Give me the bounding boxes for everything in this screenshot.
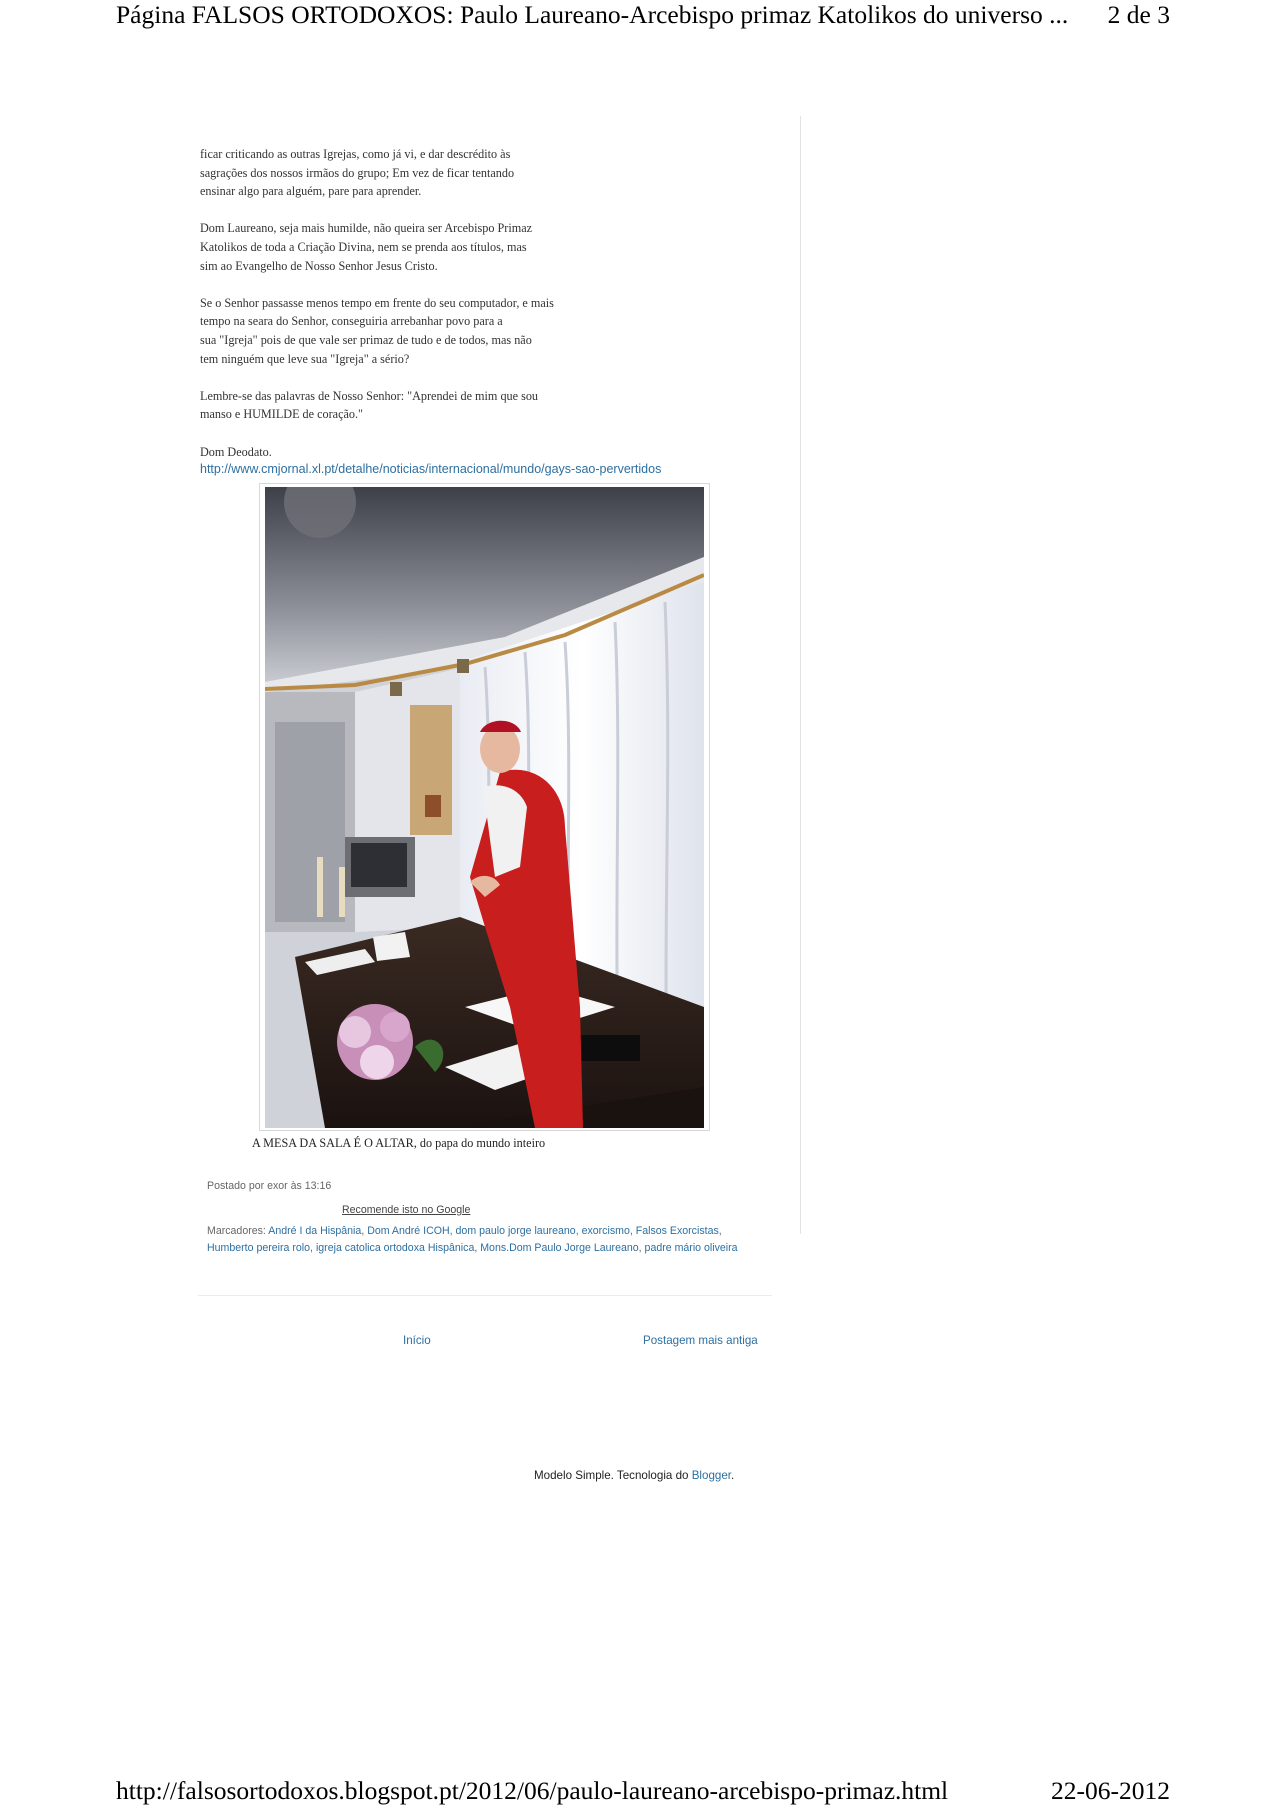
print-page-number: 2 de 3 (1107, 0, 1170, 29)
post-line: Se o Senhor passasse menos tempo em frente do seu computador, e mais (200, 295, 554, 310)
label-link[interactable]: igreja catolica ortodoxa Hispânica (315, 1242, 475, 1254)
print-header-title: Página FALSOS ORTODOXOS: Paulo Laureano-Arcebispo primaz Katolikos do universo ... (116, 0, 1069, 29)
label-link[interactable]: padre mário oliveira (644, 1242, 738, 1254)
column-divider (800, 116, 801, 1234)
post-signature (200, 443, 670, 462)
post-paragraph (200, 387, 670, 424)
post-line: Lembre-se das palavras de Nosso Senhor: "Aprendei de mim que sou (200, 388, 539, 403)
recommend-on-google-link[interactable]: Recomende isto no Google (342, 1204, 471, 1216)
older-post-link[interactable]: Postagem mais antiga (643, 1334, 758, 1347)
print-footer (116, 1776, 1170, 1812)
post-paragraph (200, 145, 670, 201)
post-line: Dom Deodato. (200, 444, 272, 459)
post-line: Dom Laureano, seja mais humilde, não queira ser Arcebispo Primaz (200, 221, 533, 236)
labels-prefix: Marcadores: (207, 1225, 266, 1237)
post-footer-posted: Postado por exor às 13:16 (207, 1180, 332, 1192)
label-link[interactable]: André I da Hispânia (268, 1225, 362, 1237)
post-body (200, 145, 670, 480)
attribution-text: Modelo Simple. Tecnologia do (534, 1469, 689, 1482)
photo-man-in-red-vestments-at-table (265, 487, 704, 1128)
print-footer-date: 22-06-2012 (1051, 1776, 1170, 1805)
post-line: manso e HUMILDE de coração." (200, 407, 364, 422)
print-header (116, 0, 1170, 36)
post-line: Katolikos de toda a Criação Divina, nem se prenda aos títulos, mas (200, 239, 527, 254)
photo-caption: A MESA DA SALA É O ALTAR, do papa do mundo inteiro (252, 1136, 546, 1150)
blog-attribution (534, 1469, 734, 1482)
post-line: tem ninguém que leve sua "Igreja" a sério? (200, 351, 410, 366)
article-link[interactable]: http://www.cmjornal.xl.pt/detalhe/noticias/internacional/mundo/gays-sao-pervertidos (200, 462, 662, 476)
blogger-link[interactable]: Blogger (691, 1469, 732, 1482)
post-photo[interactable] (259, 483, 710, 1131)
post-line: sim ao Evangelho de Nosso Senhor Jesus Cristo. (200, 258, 438, 273)
label-link[interactable]: Humberto pereira rolo (207, 1242, 311, 1254)
post-paragraph (200, 219, 670, 275)
label-link[interactable]: Falsos Exorcistas (635, 1225, 719, 1237)
post-line: ensinar algo para alguém, pare para aprender. (200, 184, 422, 199)
post-separator (198, 1295, 772, 1296)
post-line: sagrações dos nossos irmãos do grupo; Em vez de ficar tentando (200, 165, 515, 180)
post-line: ficar criticando as outras Igrejas, como já vi, e dar descrédito às (200, 147, 511, 161)
label-link[interactable]: Mons.Dom Paulo Jorge Laureano (480, 1242, 639, 1254)
label-link[interactable]: Dom André ICOH (367, 1225, 450, 1237)
post-labels: Marcadores: André I da Hispânia, Dom André ICOH, dom paulo jorge laureano, exorcismo, Falsos Exorcistas, Humberto pereira rolo, igreja catolica ortodoxa Hispânica, Mons.Dom Paulo Jorge Laureano, padre mário oliveira (207, 1225, 738, 1254)
label-link[interactable]: exorcismo (581, 1225, 630, 1237)
post-line: sua "Igreja" pois de que vale ser primaz de tudo e de todos, mas não (200, 332, 532, 347)
post-line: tempo na seara do Senhor, conseguiria arrebanhar povo para a (200, 314, 503, 329)
label-link[interactable]: dom paulo jorge laureano (455, 1225, 576, 1237)
print-footer-url: http://falsosortodoxos.blogspot.pt/2012/06/paulo-laureano-arcebispo-primaz.html (116, 1776, 949, 1805)
post-paragraph (200, 294, 670, 368)
home-link[interactable]: Início (403, 1334, 431, 1347)
attribution-suffix: . (731, 1469, 735, 1482)
